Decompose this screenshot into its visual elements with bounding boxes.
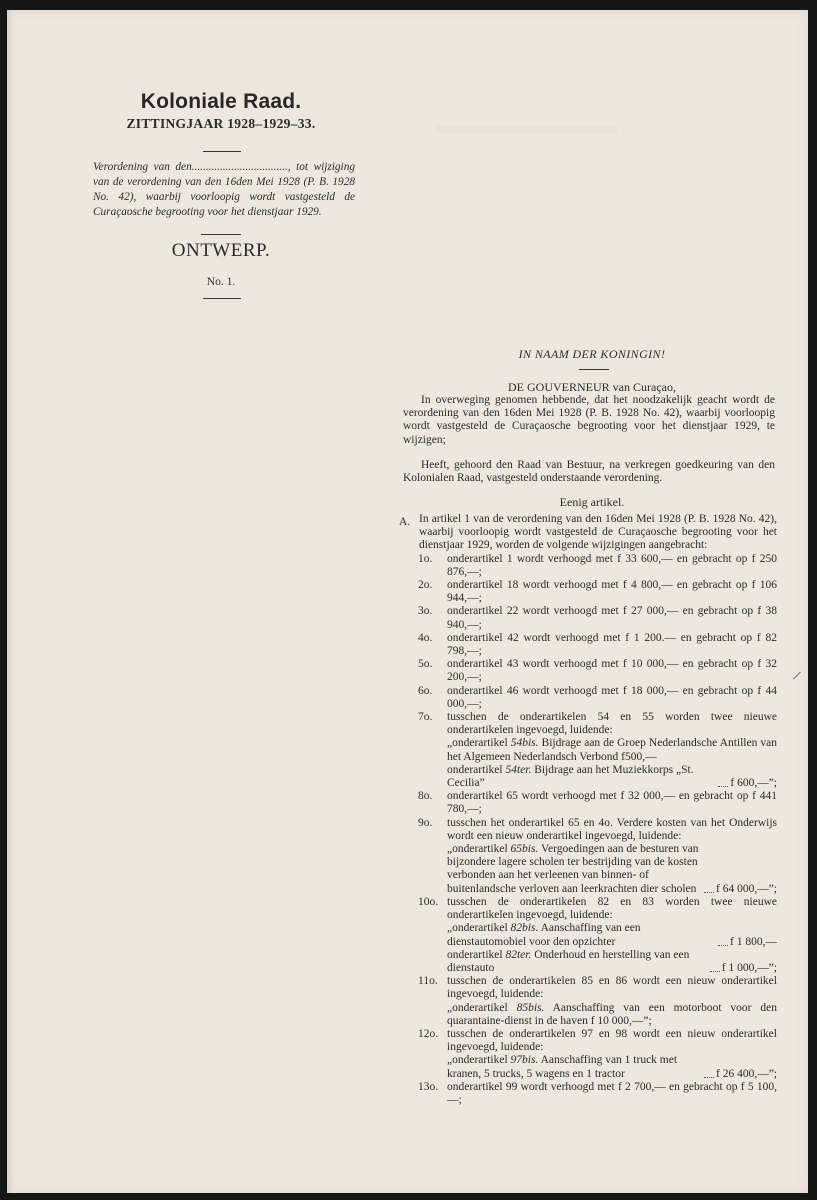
- divider-middle: [201, 234, 241, 235]
- preamble-paragraph: In overweging genomen hebbende, dat het noodzakelijk geacht wordt de verordening van den 16den Mei 1928 (P. B. 1928 No. 42), waarbij voorloopig wordt vastgesteld de Curaçaosche begrooting voor het dienstjaar 1929, te wijzigen;: [403, 394, 775, 446]
- governor-line: DE GOUVERNEUR van Curaçao,: [508, 380, 676, 394]
- draft-label: ONTWERP.: [171, 240, 271, 261]
- new-subarticle: „onderartikel 85bis. Aanschaffing van een motorboot voor den quarantaine-dienst in de haven f 10 000,—”;: [447, 1001, 777, 1027]
- ordinance-intro: Verordening van den.................................., tot wijziging van de verordening van den 16den Mei 1928 (P. B. 1928 No. 42), waarbij voorloopig wordt vastgesteld de Curaçaosche begrooting voor het dienstjaar 1929.: [93, 161, 355, 218]
- document-number: No. 1.: [206, 276, 236, 288]
- article-label: A.: [399, 516, 411, 528]
- amendment-item: 3o. onderartikel 22 wordt verhoogd met f 27 000,— en gebracht op f 38 940,—;: [418, 605, 777, 631]
- new-subarticle: „onderartikel 82bis. Aanschaffing van een dienstautomobiel voor den opzichter f 1 800,—: [447, 922, 777, 948]
- amendment-item: 6o. onderartikel 46 wordt verhoogd met f 18 000,— en gebracht op f 44 000,—;: [418, 684, 777, 710]
- page-spine-shadow: [7, 10, 15, 1193]
- amendment-item: 11o. tusschen de onderartikelen 85 en 86 wordt een nieuw onderartikel ingevoegd, luidende: „onderartikel 85bis. Aanschaffing van een motorboot voor den quarantaine-dienst in de haven f 10 000,—”;: [418, 975, 777, 1027]
- divider-invocation: [579, 369, 609, 370]
- amendment-item: 2o. onderartikel 18 wordt verhoogd met f 4 800,— en gebracht op f 106 944,—;: [418, 579, 777, 605]
- new-subarticle: „onderartikel 97bis. Aanschaffing van 1 truck met kranen, 5 trucks, 5 wagens en 1 tractor f 26 400,—”;: [447, 1054, 777, 1080]
- new-subarticle: onderartikel 82ter. Onderhoud en herstelling van een dienstauto f 1 000,—”;: [447, 948, 777, 974]
- session-year: ZITTINGJAAR 1928–1929–33.: [126, 116, 316, 131]
- article-intro: A. In artikel 1 van de verordening van den 16den Mei 1928 (P. B. 1928 No. 42), waarbij voorloopig wordt vastgesteld de Curaçaosche begrooting voor het dienstjaar 1929, worden de volgende wijzigingen aangebracht:: [399, 513, 777, 552]
- divider-bottom: [203, 298, 241, 299]
- amendment-item: 13o. onderartikel 99 wordt verhoogd met f 2 700,— en gebracht op f 5 100,—;: [418, 1080, 777, 1106]
- amendment-item: 4o. onderartikel 42 wordt verhoogd met f 1 200.— en gebracht op f 82 798,—;: [418, 631, 777, 658]
- article-heading: Eenig artikel.: [559, 495, 625, 509]
- document-page: [7, 10, 808, 1193]
- new-subarticle: onderartikel 54ter. Bijdrage aan het Muziekkorps „St. Cecilia” f 600,—”;: [447, 763, 777, 790]
- article-body: [399, 513, 777, 1107]
- council-header: [87, 90, 355, 132]
- divider-top: [203, 151, 241, 152]
- new-subarticle: „onderartikel 54bis. Bijdrage aan de Groep Nederlandsche Antillen van het Algemeen Nederlandsch Verbond f500,—: [447, 737, 777, 763]
- amendment-item: 5o. onderartikel 43 wordt verhoogd met f 10 000,— en gebracht op f 32 200,—;: [418, 658, 777, 684]
- amendment-item: 10o. tusschen de onderartikelen 82 en 83 worden twee nieuwe onderartikelen ingevoegd, luidende: „onderartikel 82bis. Aanschaffing van een dienstautomobiel voor den opzichter f 1 800,— onderartikel 82ter. Onderhoud en herstelling van een dienstauto f 1 000,—”;: [418, 895, 777, 974]
- amendment-item: 7o. tusschen de onderartikelen 54 en 55 worden twee nieuwe onderartikelen ingevoegd, luidende: „onderartikel 54bis. Bijdrage aan de Groep Nederlandsche Antillen van het Algemeen Nederlandsch Verbond f500,— onderartikel 54ter. Bijdrage aan het Muziekkorps „St. Cecilia” f 600,—”;: [418, 711, 777, 790]
- amendment-item: 12o. tusschen de onderartikelen 97 en 98 wordt een nieuw onderartikel ingevoegd, luidende: „onderartikel 97bis. Aanschaffing van 1 truck met kranen, 5 trucks, 5 wagens en 1 tractor f 26 400,—”;: [418, 1027, 777, 1080]
- invocation: IN NAAM DER KONINGIN!: [518, 347, 666, 361]
- margin-pencil-mark: [793, 672, 808, 687]
- new-subarticle: „onderartikel 65bis. Vergoedingen aan de besturen van bijzondere lagere scholen ter bestrijding van de kosten verbonden aan het verleenen van binnen- of buitenlandsche verloven aan leerkrachten dier scholen f 64 000,—”;: [447, 843, 777, 895]
- council-title: Koloniale Raad.: [140, 90, 302, 113]
- amendment-item: 8o. onderartikel 65 wordt verhoogd met f 32 000,— en gebracht op f 441 780,—;: [418, 790, 777, 816]
- amendment-item: 1o. onderartikel 1 wordt verhoogd met f 33 600,— en gebracht op f 250 876,—;: [418, 552, 777, 578]
- amendment-item: 9o. tusschen het onderartikel 65 en 4o. Verdere kosten van het Onderwijs wordt een nieuw onderartikel ingevoegd, luidende: „onderartikel 65bis. Vergoedingen aan de besturen van bijzondere lagere scholen ter bestrijding van de kosten verbonden aan het verleenen van binnen- of buitenlandsche verloven aan leerkrachten dier scholen f 64 000,—”;: [418, 816, 777, 895]
- preamble-paragraph: Heeft, gehoord den Raad van Bestuur, na verkregen goedkeuring van den Kolonialen Raad, vastgesteld onderstaande verordening.: [403, 459, 775, 485]
